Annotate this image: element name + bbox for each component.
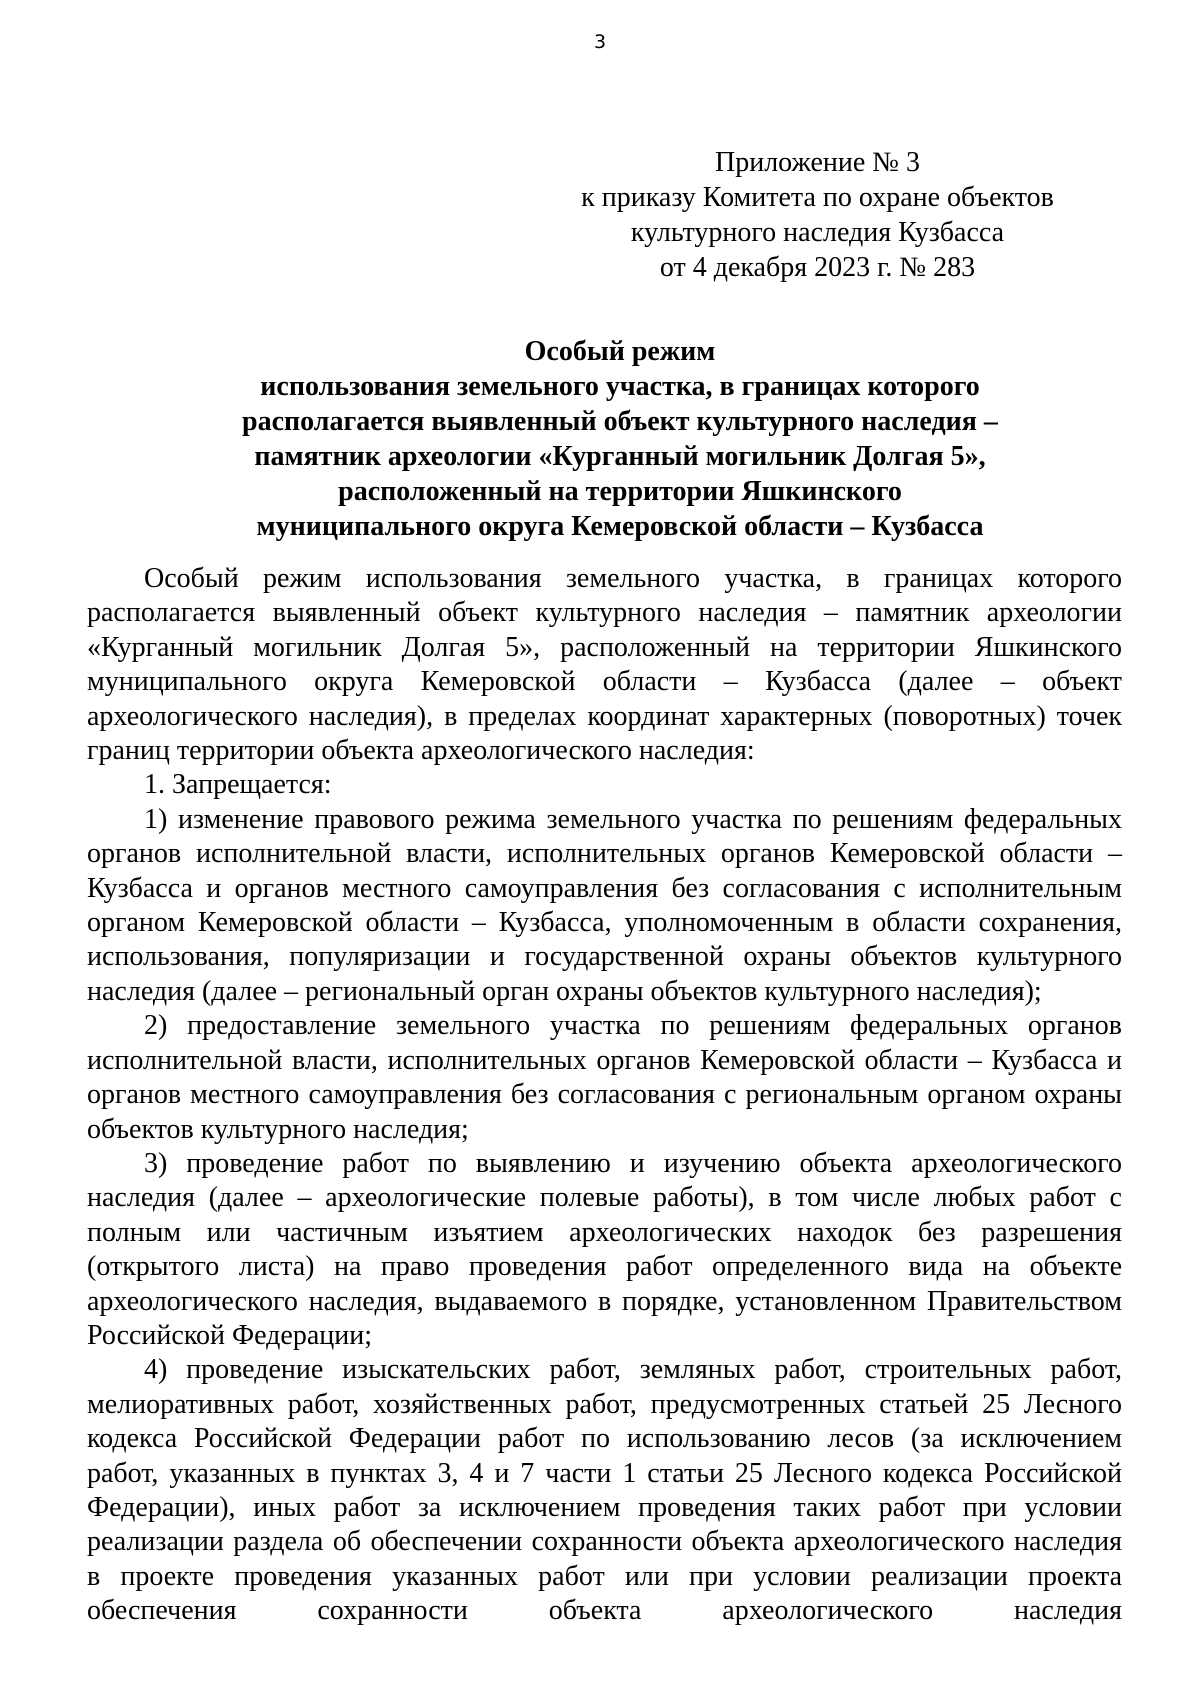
subitem-1: 1) изменение правового режима земельного участка по решениям федеральных органов исполнительной власти, исполнительных органов Кемеровской области – Кузбасса и органов местного самоуправления без согласования с исполнительным органом Кемеровской области – Кузбасса, уполномоченным в области сохранения, использования, популяризации и государственной охраны объектов культурного наследия (далее – региональный орган охраны объектов культурного наследия); xyxy=(87,803,1122,1007)
appendix-header xyxy=(560,145,1075,285)
page-number: 3 xyxy=(593,31,607,53)
subitem-3: 3) проведение работ по выявлению и изучению объекта археологического наследия (далее – археологические полевые работы), в том числе любых работ с полным или частичным изъятием археологических находок без разрешения (открытого листа) на право проведения работ определенного вида на объекте археологического наследия, выдаваемого в порядке, установленном Правительством Российской Федерации; xyxy=(87,1147,1122,1351)
title-line: использования земельного участка, в границах которого xyxy=(260,371,980,402)
appendix-number: Приложение № 3 xyxy=(715,147,920,178)
title-line: располагается выявленный объект культурного наследия – xyxy=(242,406,998,437)
subitem-4: 4) проведение изыскательских работ, земляных работ, строительных работ, мелиоративных работ, хозяйственных работ, предусмотренных статьей 25 Лесного кодекса Российской Федерации работ по использованию лесов (за исключением работ, указанных в пунктах 3, 4 и 7 части 1 статьи 25 Лесного кодекса Российской Федерации), иных работ за исключением проведения таких работ при условии реализации раздела об обеспечении сохранности объекта археологического наследия в проекте проведения указанных работ или при условии реализации проекта обеспечения сохранности объекта археологического наследия xyxy=(87,1354,1122,1627)
document-title xyxy=(140,334,1100,544)
document-body xyxy=(87,562,1122,1629)
appendix-order-ref: к приказу Комитета по охране объектов xyxy=(581,182,1054,213)
item-1-heading: 1. Запрещается: xyxy=(144,769,332,801)
intro-paragraph: Особый режим использования земельного участка, в границах которого располагается выявленный объект культурного наследия – памятник археологии «Курганный могильник Долгая 5», расположенный на территории Яшкинского муниципального округа Кемеровской области – Кузбасса (далее – объект археологического наследия), в пределах координат характерных (поворотных) точек границ территории объекта археологического наследия: xyxy=(87,563,1122,767)
title-line: Особый режим xyxy=(524,336,716,367)
title-line: памятник археологии «Курганный могильник Долгая 5», xyxy=(254,441,986,472)
title-line: муниципального округа Кемеровской области – Кузбасса xyxy=(256,511,984,542)
subitem-2: 2) предоставление земельного участка по решениям федеральных органов исполнительной власти, исполнительных органов Кемеровской области – Кузбасса и органов местного самоуправления без согласования с региональным органом охраны объектов культурного наследия; xyxy=(87,1010,1122,1145)
appendix-date: от 4 декабря 2023 г. № 283 xyxy=(659,252,976,283)
appendix-committee: культурного наследия Кузбасса xyxy=(630,217,1005,248)
title-line: расположенный на территории Яшкинского xyxy=(338,476,902,507)
